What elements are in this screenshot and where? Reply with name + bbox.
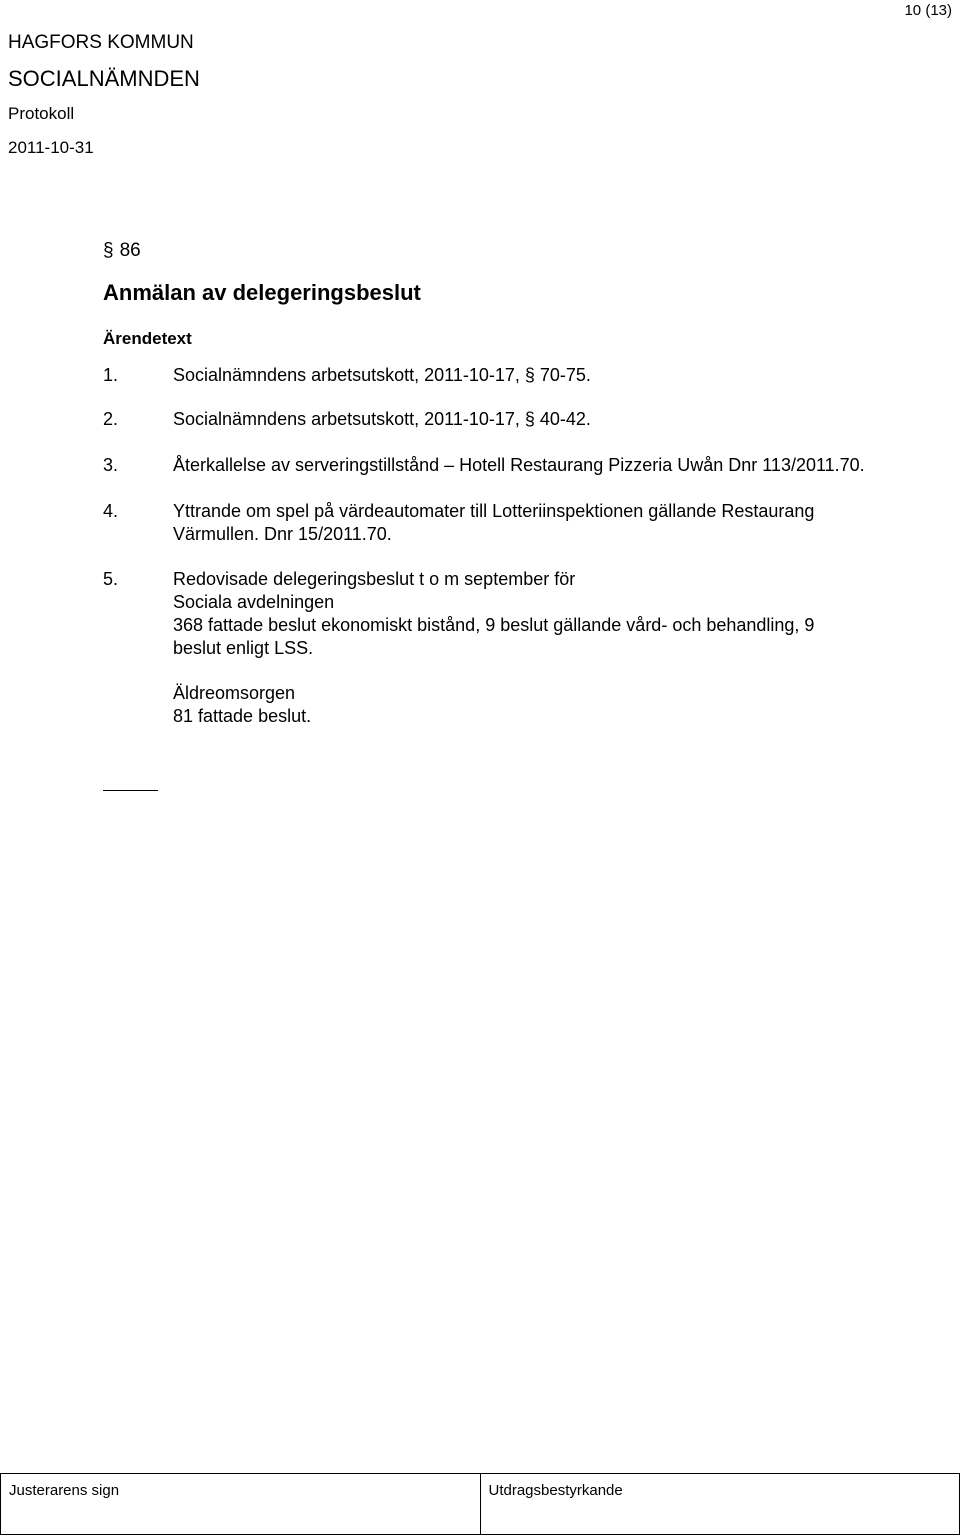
department-name: SOCIALNÄMNDEN — [8, 66, 200, 91]
list-item-line: 368 fattade beslut ekonomiskt bistånd, 9 beslut gällande vård- och behandling, 9 — [173, 615, 815, 635]
list-item-line: Redovisade delegeringsbeslut t o m september för — [173, 569, 576, 589]
paragraph-number — [103, 240, 141, 262]
list-item-line: Värmullen. Dnr 15/2011.70. — [173, 524, 392, 544]
paragraph-value: 86 — [119, 240, 141, 261]
footer-right-label: Utdragsbestyrkande — [488, 1482, 623, 1499]
signature-footer — [0, 1473, 960, 1535]
list-item-number: 2. — [103, 409, 119, 429]
list-item-line: Socialnämndens arbetsutskott, 2011-10-17, § 40-42. — [173, 409, 591, 429]
footer-cell-justerarens — [1, 1474, 480, 1534]
list-item-line: Äldreomsorgen — [173, 683, 296, 703]
document-type: Protokoll — [8, 104, 75, 123]
list-item-line: Sociala avdelningen — [173, 592, 335, 612]
footer-cell-utdrag — [480, 1474, 960, 1534]
list-item-number: 4. — [103, 501, 119, 521]
organization-name: HAGFORS KOMMUN — [8, 32, 194, 53]
document-date: 2011-10-31 — [8, 138, 94, 157]
section-heading: Ärendetext — [103, 329, 192, 348]
page-number: 10 (13) — [904, 2, 952, 19]
paragraph-symbol: § — [103, 240, 114, 261]
list-item-number: 1. — [103, 365, 119, 385]
list-item-number: 3. — [103, 455, 119, 475]
case-title: Anmälan av delegeringsbeslut — [103, 280, 421, 305]
list-item-line: Socialnämndens arbetsutskott, 2011-10-17, § 70-75. — [173, 365, 591, 385]
list-item-line: Återkallelse av serveringstillstånd – Hotell Restaurang Pizzeria Uwån Dnr 113/2011.70. — [173, 455, 865, 475]
list-item-number: 5. — [103, 569, 119, 589]
signature-line — [103, 790, 158, 791]
list-item-line: beslut enligt LSS. — [173, 638, 314, 658]
list-item-line: 81 fattade beslut. — [173, 706, 312, 726]
list-item-line: Yttrande om spel på värdeautomater till Lotteriinspektionen gällande Restaurang — [173, 501, 815, 521]
footer-left-label: Justerarens sign — [9, 1482, 120, 1499]
